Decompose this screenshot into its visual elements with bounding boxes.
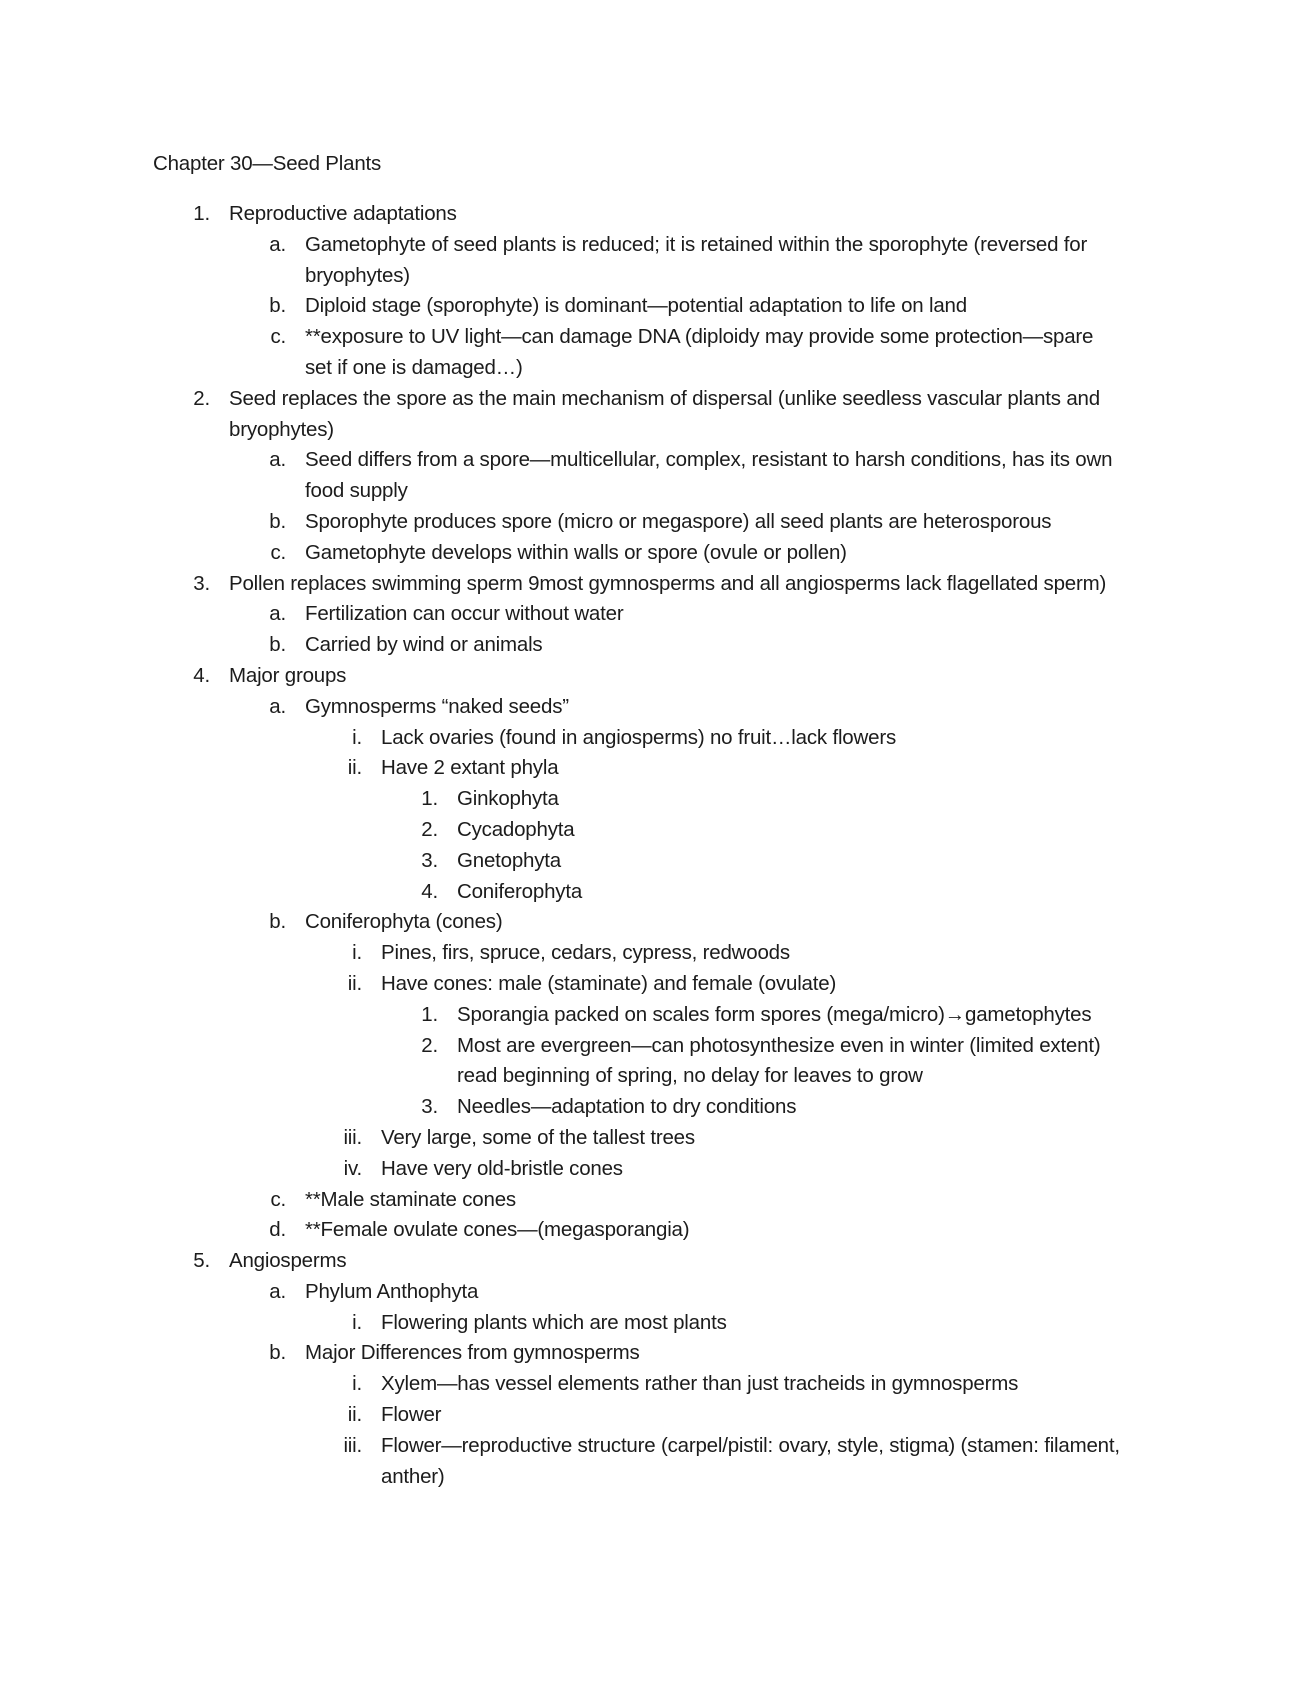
list-marker: c. [270, 540, 286, 564]
list-item [0, 507, 1306, 538]
list-item [0, 569, 1306, 600]
list-marker: 1. [421, 1002, 438, 1026]
list-marker: b. [269, 1341, 286, 1365]
list-item [0, 753, 1306, 784]
list-item-text: Gametophyte of seed plants is reduced; it is retained within the sporophyte (reversed for bryophytes) [305, 232, 1088, 287]
list-marker: 3. [193, 571, 210, 595]
list-marker: 1. [193, 202, 210, 225]
list-item-text: Have very old-bristle cones [381, 1156, 623, 1180]
list-item [0, 1123, 1306, 1154]
list-marker: iv. [343, 1156, 362, 1180]
list-item [0, 661, 1306, 692]
list-marker: 3. [421, 848, 438, 872]
list-item-text: Coniferophyta (cones) [305, 910, 503, 934]
list-item-text: Pollen replaces swimming sperm 9most gymnosperms and all angiosperms lack flagellated sperm) [229, 571, 1107, 595]
list-marker: ii. [347, 1403, 362, 1427]
list-marker: i. [352, 725, 362, 749]
list-marker: 2. [421, 1033, 438, 1057]
list-item [0, 199, 1306, 230]
list-item-text: Xylem—has vessel elements rather than just tracheids in gymnosperms [381, 1372, 1019, 1396]
list-item [0, 907, 1306, 938]
list-item-text: Pines, firs, spruce, cedars, cypress, redwoods [381, 941, 790, 965]
list-marker: a. [269, 602, 286, 626]
list-marker: iii. [343, 1433, 362, 1457]
list-item-text: Needles—adaptation to dry conditions [457, 1095, 797, 1119]
list-item [0, 969, 1306, 1000]
list-item-text: Very large, some of the tallest trees [381, 1125, 695, 1149]
list-marker: d. [269, 1218, 286, 1242]
list-item [0, 938, 1306, 969]
list-item [0, 1215, 1306, 1246]
page-title: Chapter 30—Seed Plants [153, 152, 382, 175]
list-marker: i. [352, 1372, 362, 1396]
list-marker: c. [270, 1187, 286, 1211]
list-item [0, 1092, 1306, 1123]
list-marker: 5. [193, 1249, 210, 1273]
list-item [0, 692, 1306, 723]
list-item [0, 630, 1306, 661]
list-item-text: Gnetophyta [457, 848, 561, 872]
list-item-text: Fertilization can occur without water [305, 602, 624, 626]
list-item [0, 1154, 1306, 1185]
list-item [0, 291, 1306, 322]
list-item-text: Major Differences from gymnosperms [305, 1341, 640, 1365]
list-item [0, 1338, 1306, 1369]
list-marker: b. [269, 294, 286, 318]
list-item [0, 1031, 1306, 1093]
list-item [0, 538, 1306, 569]
list-marker: 4. [193, 663, 210, 687]
list-item [0, 1369, 1306, 1400]
list-item [0, 384, 1306, 446]
list-item [0, 599, 1306, 630]
list-item-text: Gymnosperms “naked seeds” [305, 694, 569, 718]
list-item-text: Flower [381, 1403, 442, 1427]
list-marker: b. [269, 910, 286, 934]
list-item [0, 445, 1306, 507]
list-marker: iii. [343, 1125, 362, 1149]
list-marker: 2. [193, 386, 210, 410]
list-item-text: Phylum Anthophyta [305, 1279, 479, 1303]
list-marker: a. [269, 448, 286, 472]
list-marker: c. [270, 325, 286, 349]
list-item-text: Major groups [229, 663, 347, 687]
list-item [0, 1400, 1306, 1431]
list-marker: a. [269, 232, 286, 256]
list-item-text: Sporangia packed on scales form spores (mega/micro)→gametophytes [457, 1002, 1092, 1026]
list-item [0, 1246, 1306, 1277]
list-item-text: Diploid stage (sporophyte) is dominant—potential adaptation to life on land [305, 294, 967, 318]
list-marker: a. [269, 694, 286, 718]
list-item-text: Ginkophyta [457, 787, 559, 811]
list-item [0, 322, 1306, 384]
list-item-text: Angiosperms [229, 1249, 347, 1273]
list-item-text: Reproductive adaptations [229, 202, 457, 225]
list-marker: 3. [421, 1095, 438, 1119]
list-item-text: Flower—reproductive structure (carpel/pistil: ovary, style, stigma) (stamen: filament, anther) [381, 1433, 1120, 1488]
list-item-text: **Female ovulate cones—(megasporangia) [305, 1218, 690, 1242]
list-item [0, 723, 1306, 754]
list-item-text: Gametophyte develops within walls or spore (ovule or pollen) [305, 540, 847, 564]
list-item-text: Coniferophyta [457, 879, 583, 903]
list-item [0, 1308, 1306, 1339]
list-item [0, 1277, 1306, 1308]
list-marker: 2. [421, 817, 438, 841]
list-marker: b. [269, 509, 286, 533]
list-marker: ii. [347, 971, 362, 995]
list-marker: b. [269, 633, 286, 657]
list-item-text: Seed differs from a spore—multicellular, complex, resistant to harsh conditions, has its own food supply [305, 448, 1113, 503]
list-item-text: Lack ovaries (found in angiosperms) no fruit…lack flowers [381, 725, 896, 749]
list-item [0, 846, 1306, 877]
list-marker: 1. [421, 787, 438, 811]
list-marker: 4. [421, 879, 438, 903]
list-item-text: Most are evergreen—can photosynthesize even in winter (limited extent) read beginning of spring, no delay for leaves to grow [457, 1033, 1101, 1088]
list-marker: a. [269, 1279, 286, 1303]
list-item-text: **Male staminate cones [305, 1187, 516, 1211]
list-item-text: Flowering plants which are most plants [381, 1310, 727, 1334]
list-item [0, 815, 1306, 846]
list-item [0, 1000, 1306, 1031]
list-item-text: Cycadophyta [457, 817, 575, 841]
list-item-text: Have 2 extant phyla [381, 756, 559, 780]
list-item-text: Have cones: male (staminate) and female (ovulate) [381, 971, 837, 995]
list-item-text: Seed replaces the spore as the main mechanism of dispersal (unlike seedless vascular plants and bryophytes) [229, 386, 1100, 441]
list-item [0, 877, 1306, 908]
list-marker: i. [352, 941, 362, 965]
list-item-text: Carried by wind or animals [305, 633, 543, 657]
list-item [0, 1185, 1306, 1216]
list-item-text: Sporophyte produces spore (micro or megaspore) all seed plants are heterosporous [305, 509, 1052, 533]
list-marker: ii. [347, 756, 362, 780]
list-item [0, 230, 1306, 292]
list-item-text: **exposure to UV light—can damage DNA (diploidy may provide some protection—spare set if one is damaged…) [305, 325, 1094, 379]
list-marker: i. [352, 1310, 362, 1334]
list-item [0, 1431, 1306, 1493]
list-item [0, 784, 1306, 815]
outline-list [0, 199, 1306, 1492]
